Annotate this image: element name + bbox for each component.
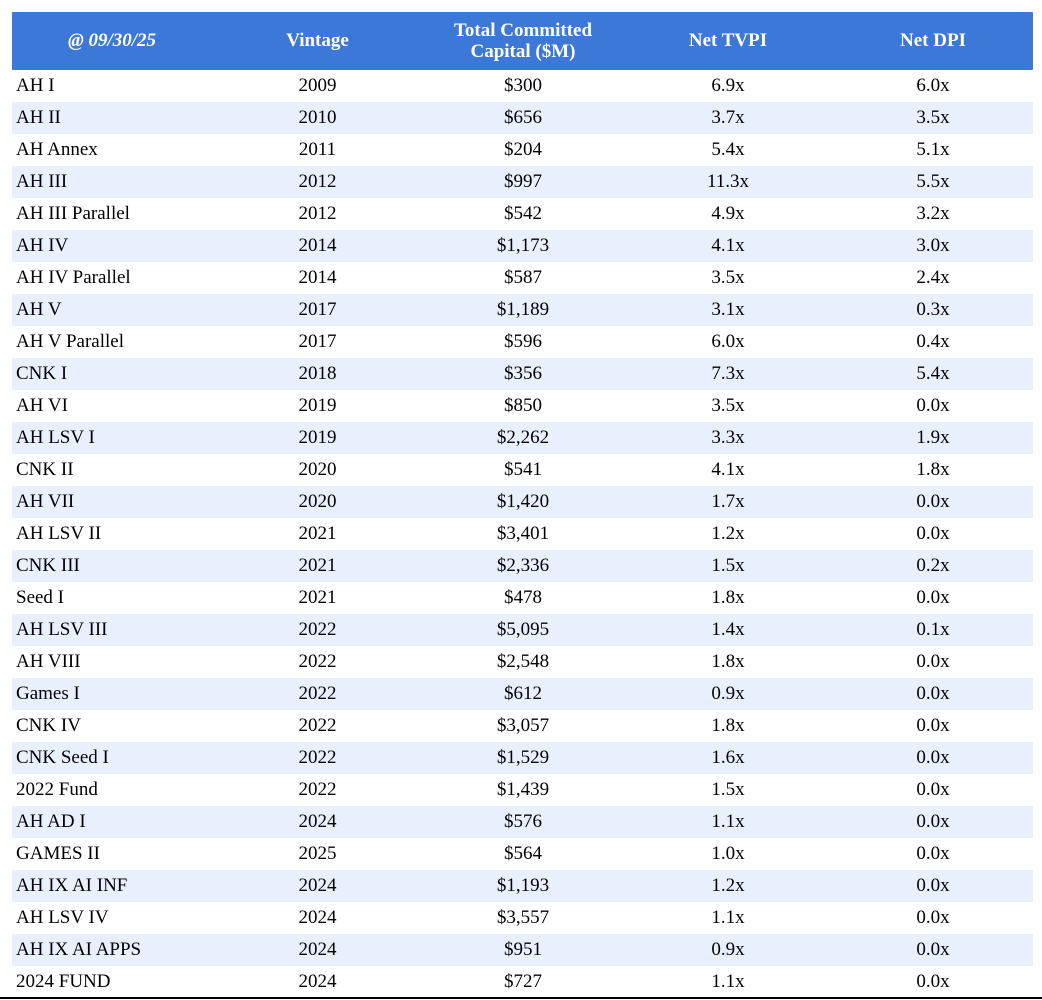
cell-tvpi: 6.9x: [711, 75, 745, 96]
cell-fund: AH I: [16, 75, 55, 96]
table-row: [12, 358, 1033, 390]
cell-vintage: 2011: [298, 139, 337, 160]
cell-tvpi: 1.0x: [711, 843, 745, 864]
cell-tvpi: 3.3x: [711, 427, 745, 448]
cell-tvpi: 1.1x: [711, 907, 745, 928]
table-row: [12, 134, 1033, 166]
cell-vintage: 2022: [298, 779, 337, 800]
cell-tvpi: 11.3x: [706, 171, 750, 192]
cell-vintage: 2022: [298, 715, 337, 736]
cell-tvpi: 1.1x: [711, 811, 745, 832]
cell-vintage: 2019: [298, 427, 337, 448]
table-row: [12, 326, 1033, 358]
cell-dpi: 0.0x: [916, 939, 950, 960]
cell-dpi: 5.4x: [916, 363, 950, 384]
cell-committed: $300: [504, 75, 542, 96]
cell-fund: CNK IV: [16, 715, 81, 736]
cell-fund: AH VII: [16, 491, 75, 512]
cell-tvpi: 7.3x: [711, 363, 745, 384]
cell-vintage: 2022: [298, 619, 337, 640]
table-row: [12, 646, 1033, 678]
table-row: [12, 614, 1033, 646]
cell-vintage: 2017: [298, 331, 337, 352]
cell-dpi: 0.0x: [916, 843, 950, 864]
cell-vintage: 2024: [298, 811, 337, 832]
cell-dpi: 1.8x: [916, 459, 950, 480]
cell-tvpi: 6.0x: [711, 331, 745, 352]
cell-vintage: 2010: [298, 107, 337, 128]
cell-committed: $727: [504, 971, 542, 992]
cell-tvpi: 1.8x: [711, 651, 745, 672]
cell-tvpi: 5.4x: [711, 139, 745, 160]
cell-committed: $1,529: [496, 747, 550, 768]
cell-tvpi: 3.1x: [711, 299, 745, 320]
cell-dpi: 0.0x: [916, 875, 950, 896]
cell-fund: Games I: [16, 683, 80, 704]
cell-vintage: 2018: [298, 363, 337, 384]
cell-vintage: 2021: [298, 587, 337, 608]
cell-fund: AH III: [16, 171, 68, 192]
table-row: [12, 582, 1033, 614]
cell-tvpi: 0.9x: [711, 939, 745, 960]
cell-fund: CNK Seed I: [16, 747, 109, 768]
table-row: [12, 70, 1033, 102]
cell-fund: CNK III: [16, 555, 80, 576]
cell-committed: $564: [504, 843, 542, 864]
cell-fund: AH IV: [16, 235, 69, 256]
cell-dpi: 0.0x: [916, 715, 950, 736]
table-row: [12, 678, 1033, 710]
column-header-as-of-date: @ 09/30/25: [67, 30, 157, 52]
cell-fund: AH II: [16, 107, 61, 128]
cell-committed: $951: [504, 939, 542, 960]
cell-fund: AH VI: [16, 395, 68, 416]
cell-dpi: 0.0x: [916, 491, 950, 512]
cell-committed: $576: [504, 811, 542, 832]
table-row: [12, 486, 1033, 518]
cell-vintage: 2022: [298, 651, 337, 672]
cell-fund: AH Annex: [16, 139, 98, 160]
cell-vintage: 2014: [298, 235, 337, 256]
cell-vintage: 2024: [298, 875, 337, 896]
cell-dpi: 2.4x: [916, 267, 950, 288]
cell-dpi: 5.1x: [916, 139, 950, 160]
table-row: [12, 262, 1033, 294]
cell-tvpi: 1.1x: [711, 971, 745, 992]
table-row: [12, 550, 1033, 582]
table-header-row: [12, 12, 1033, 70]
cell-fund: AH LSV III: [16, 619, 108, 640]
cell-dpi: 0.4x: [916, 331, 950, 352]
cell-vintage: 2009: [298, 75, 337, 96]
cell-committed: $5,095: [496, 619, 550, 640]
cell-dpi: 1.9x: [916, 427, 950, 448]
cell-dpi: 0.0x: [916, 779, 950, 800]
cell-committed: $1,439: [496, 779, 550, 800]
cell-committed: $204: [504, 139, 542, 160]
cell-fund: AH IV Parallel: [16, 267, 131, 288]
cell-fund: AH IX AI APPS: [16, 939, 142, 960]
cell-tvpi: 1.6x: [711, 747, 745, 768]
cell-fund: AH V: [16, 299, 62, 320]
cell-vintage: 2017: [298, 299, 337, 320]
cell-tvpi: 1.2x: [711, 523, 745, 544]
cell-fund: GAMES II: [16, 843, 100, 864]
cell-dpi: 5.5x: [916, 171, 950, 192]
cell-dpi: 0.0x: [916, 587, 950, 608]
cell-dpi: 0.2x: [916, 555, 950, 576]
fund-performance-table: [12, 12, 1033, 998]
cell-dpi: 0.0x: [916, 523, 950, 544]
cell-tvpi: 0.9x: [711, 683, 745, 704]
cell-tvpi: 1.7x: [711, 491, 745, 512]
table-row: [12, 902, 1033, 934]
table-row: [12, 838, 1033, 870]
cell-dpi: 0.0x: [916, 651, 950, 672]
cell-committed: $3,557: [496, 907, 550, 928]
cell-fund: 2024 FUND: [16, 971, 111, 992]
cell-tvpi: 1.8x: [711, 587, 745, 608]
column-header-net-dpi: Net DPI: [900, 30, 966, 52]
cell-committed: $3,057: [496, 715, 550, 736]
cell-fund: AH VIII: [16, 651, 81, 672]
table-row: [12, 198, 1033, 230]
cell-committed: $596: [504, 331, 542, 352]
cell-tvpi: 4.1x: [711, 459, 745, 480]
cell-committed: $356: [504, 363, 542, 384]
table-row: [12, 774, 1033, 806]
cell-committed: $850: [504, 395, 542, 416]
table-bottom-border: [0, 997, 1042, 999]
table-row: [12, 742, 1033, 774]
cell-fund: CNK II: [16, 459, 74, 480]
table-row: [12, 966, 1033, 998]
table-row: [12, 294, 1033, 326]
cell-dpi: 0.0x: [916, 907, 950, 928]
cell-vintage: 2021: [298, 523, 337, 544]
table-row: [12, 230, 1033, 262]
cell-vintage: 2024: [298, 939, 337, 960]
cell-tvpi: 4.1x: [711, 235, 745, 256]
cell-vintage: 2024: [298, 907, 337, 928]
cell-dpi: 0.0x: [916, 747, 950, 768]
cell-dpi: 3.0x: [916, 235, 950, 256]
table-row: [12, 166, 1033, 198]
cell-committed: $2,336: [496, 555, 550, 576]
table-row: [12, 454, 1033, 486]
table-row: [12, 102, 1033, 134]
cell-committed: $2,548: [496, 651, 550, 672]
cell-tvpi: 3.7x: [711, 107, 745, 128]
cell-tvpi: 1.8x: [711, 715, 745, 736]
column-header-total-committed-capital: Total Committed Capital ($M): [453, 19, 593, 62]
cell-vintage: 2014: [298, 267, 337, 288]
cell-tvpi: 3.5x: [711, 395, 745, 416]
cell-fund: 2022 Fund: [16, 779, 98, 800]
table-row: [12, 422, 1033, 454]
cell-dpi: 0.0x: [916, 811, 950, 832]
cell-tvpi: 1.5x: [711, 779, 745, 800]
cell-committed: $1,420: [496, 491, 550, 512]
cell-committed: $3,401: [496, 523, 550, 544]
cell-vintage: 2022: [298, 747, 337, 768]
cell-dpi: 0.0x: [916, 683, 950, 704]
cell-fund: AH LSV I: [16, 427, 95, 448]
cell-vintage: 2012: [298, 171, 337, 192]
cell-vintage: 2020: [298, 491, 337, 512]
cell-dpi: 3.5x: [916, 107, 950, 128]
cell-committed: $478: [504, 587, 542, 608]
cell-tvpi: 1.2x: [711, 875, 745, 896]
cell-dpi: 0.1x: [916, 619, 950, 640]
cell-vintage: 2024: [298, 971, 337, 992]
cell-committed: $2,262: [496, 427, 550, 448]
table-row: [12, 710, 1033, 742]
cell-dpi: 6.0x: [916, 75, 950, 96]
cell-vintage: 2020: [298, 459, 337, 480]
cell-vintage: 2025: [298, 843, 337, 864]
cell-fund: CNK I: [16, 363, 68, 384]
cell-fund: AH IX AI INF: [16, 875, 128, 896]
cell-committed: $1,189: [496, 299, 550, 320]
cell-committed: $541: [504, 459, 542, 480]
column-header-vintage: Vintage: [286, 30, 349, 52]
cell-committed: $542: [504, 203, 542, 224]
cell-dpi: 0.0x: [916, 395, 950, 416]
cell-committed: $1,173: [496, 235, 550, 256]
cell-tvpi: 1.5x: [711, 555, 745, 576]
cell-vintage: 2012: [298, 203, 337, 224]
cell-fund: AH III Parallel: [16, 203, 130, 224]
cell-fund: AH AD I: [16, 811, 86, 832]
cell-committed: $587: [504, 267, 542, 288]
cell-tvpi: 4.9x: [711, 203, 745, 224]
cell-committed: $997: [504, 171, 542, 192]
cell-vintage: 2021: [298, 555, 337, 576]
cell-fund: AH LSV II: [16, 523, 102, 544]
cell-fund: Seed I: [16, 587, 65, 608]
cell-fund: AH LSV IV: [16, 907, 109, 928]
cell-dpi: 3.2x: [916, 203, 950, 224]
table-row: [12, 806, 1033, 838]
cell-tvpi: 1.4x: [711, 619, 745, 640]
cell-vintage: 2019: [298, 395, 337, 416]
cell-vintage: 2022: [298, 683, 337, 704]
table-row: [12, 518, 1033, 550]
cell-tvpi: 3.5x: [711, 267, 745, 288]
table-body: [12, 70, 1033, 998]
column-header-net-tvpi: Net TVPI: [688, 30, 768, 52]
cell-committed: $656: [504, 107, 542, 128]
cell-fund: AH V Parallel: [16, 331, 125, 352]
cell-dpi: 0.3x: [916, 299, 950, 320]
cell-dpi: 0.0x: [916, 971, 950, 992]
cell-committed: $612: [504, 683, 542, 704]
table-row: [12, 390, 1033, 422]
cell-committed: $1,193: [496, 875, 550, 896]
table-row: [12, 934, 1033, 966]
table-row: [12, 870, 1033, 902]
